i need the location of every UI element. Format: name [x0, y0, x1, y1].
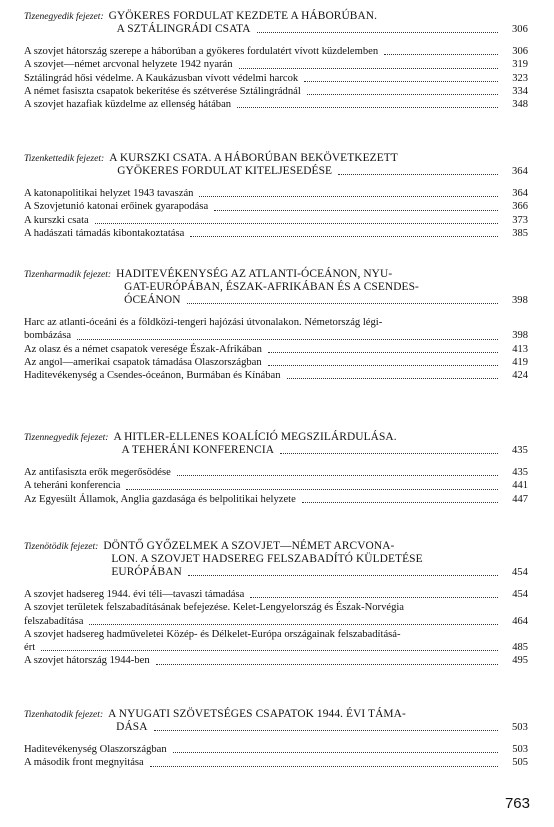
entry-line — [24, 493, 528, 506]
chapter-title-line — [111, 566, 528, 579]
chapter-title — [103, 540, 528, 579]
leader-dots — [250, 597, 498, 598]
entry-text: Az antifasiszta erők megerősödése — [24, 467, 171, 478]
entry-page: 413 — [512, 343, 528, 355]
entry-text: A szovjet területek felszabadításának befejezése. Kelet-Lengyelország és Észak-Norvégia — [24, 602, 405, 614]
entry-page: 435 — [512, 467, 528, 478]
chapter-page: 398 — [511, 295, 528, 306]
toc-entry — [24, 72, 528, 85]
entry-line — [24, 316, 528, 329]
chapter-title-line — [103, 540, 528, 553]
chapter-title-line — [111, 553, 528, 566]
leader-dots — [150, 766, 498, 767]
entry-line — [24, 466, 528, 479]
entry-text: ért — [24, 642, 36, 654]
entry-list — [24, 187, 528, 240]
chapter-title-line — [108, 708, 528, 721]
entry-page: 505 — [512, 757, 528, 769]
leader-dots — [177, 475, 498, 476]
toc-entry — [24, 601, 528, 628]
toc-entry — [24, 588, 528, 601]
entry-text: bombázása — [24, 330, 72, 342]
toc-entry — [24, 756, 528, 769]
entry-page: 364 — [512, 188, 528, 199]
entry-line — [24, 356, 528, 369]
entry-text: A szovjet hazafiak küzdelme az ellenség hátában — [24, 99, 232, 111]
entry-line — [24, 743, 528, 756]
entry-line — [24, 343, 528, 356]
entry-page: 385 — [512, 227, 528, 239]
entry-line — [24, 615, 528, 628]
toc-entry — [24, 316, 528, 343]
entry-text: A szovjet hadsereg 1944. évi téli—tavaszi támadása — [24, 589, 245, 600]
entry-text: A szovjet hátország 1944-ben — [24, 655, 150, 667]
chapter-heading — [24, 708, 528, 734]
entry-page: 464 — [512, 615, 528, 627]
entry-line — [24, 214, 528, 227]
chapter-title-line — [117, 165, 528, 178]
entry-text: A német fasiszta csapatok bekerítése és szétverése Sztálingrádnál — [24, 85, 301, 97]
leader-dots — [307, 94, 498, 95]
chapter-title-text: GYÖKERES FORDULAT KEZDETE A HÁBORÚBAN. — [108, 10, 378, 22]
entry-text: Az angol—amerikai csapatok támadása Olaszországban — [24, 356, 262, 368]
entry-page: 398 — [512, 330, 528, 342]
leader-dots — [268, 365, 498, 366]
leader-dots — [280, 453, 498, 454]
chapter-section — [24, 10, 528, 111]
toc-entry — [24, 356, 528, 369]
chapter-label: Tizennegyedik fejezet: — [24, 432, 109, 443]
entry-list — [24, 743, 528, 770]
entry-page: 306 — [512, 46, 528, 57]
toc-entry — [24, 45, 528, 58]
chapter-title-text: A NYUGATI SZÖVETSÉGES CSAPATOK 1944. ÉVI TÁMA- — [108, 708, 406, 720]
toc-entry — [24, 479, 528, 492]
entry-list — [24, 588, 528, 668]
entry-line — [24, 628, 528, 641]
entry-page: 323 — [512, 72, 528, 84]
leader-dots — [304, 81, 498, 82]
leader-dots — [257, 32, 498, 33]
entry-line — [24, 85, 528, 98]
chapter-heading — [24, 431, 528, 457]
entry-page: 485 — [512, 642, 528, 654]
entry-line — [24, 756, 528, 769]
entry-page: 319 — [512, 59, 528, 71]
chapter-title-line — [124, 294, 528, 307]
entry-page: 503 — [512, 744, 528, 755]
entry-page: 447 — [512, 493, 528, 505]
chapter-title-line — [113, 431, 528, 444]
leader-dots — [126, 489, 498, 490]
chapter-title-text: A TEHERÁNI KONFERENCIA — [121, 444, 275, 456]
entry-text: A teheráni konferencia — [24, 480, 121, 492]
chapter-page: 306 — [511, 24, 528, 35]
chapter-page: 454 — [511, 567, 528, 578]
leader-dots — [302, 502, 498, 503]
chapter-title-line — [116, 721, 528, 734]
entry-line — [24, 58, 528, 71]
entry-text: A katonapolitikai helyzet 1943 tavaszán — [24, 188, 194, 199]
chapter-title-text: GAT-EURÓPÁBAN, ÉSZAK-AFRIKÁBAN ÉS A CSENDES- — [124, 281, 419, 293]
chapter-title-text: A HITLER-ELLENES KOALÍCIÓ MEGSZILÁRDULÁSA. — [113, 431, 397, 443]
entry-list — [24, 45, 528, 111]
chapter-page: 364 — [511, 166, 528, 177]
leader-dots — [214, 210, 498, 211]
entry-line — [24, 479, 528, 492]
leader-dots — [190, 236, 498, 237]
entry-line — [24, 588, 528, 601]
entry-text: A kurszki csata — [24, 214, 89, 226]
entry-page: 366 — [512, 201, 528, 213]
entry-text: A hadászati támadás kibontakoztatása — [24, 227, 185, 239]
entry-text: Az Egyesült Államok, Anglia gazdasága és belpolitikai helyzete — [24, 493, 296, 505]
chapter-label: Tizenharmadik fejezet: — [24, 269, 112, 280]
chapter-title — [113, 431, 528, 457]
chapter-title-line — [124, 281, 528, 294]
chapter-title — [116, 268, 528, 307]
entry-line — [24, 227, 528, 240]
toc-entry — [24, 343, 528, 356]
chapter-title-text: DÖNTŐ GYŐZELMEK A SZOVJET—NÉMET ARCVONA- — [103, 540, 395, 552]
entry-text: Sztálingrád hősi védelme. A Kaukázusban vívott védelmi harcok — [24, 72, 299, 84]
leader-dots — [384, 54, 498, 55]
leader-dots — [239, 68, 498, 69]
entry-text: Haditevékenység Olaszországban — [24, 744, 167, 755]
leader-dots — [173, 752, 498, 753]
toc-entry — [24, 98, 528, 111]
toc-entry — [24, 628, 528, 655]
entry-page: 441 — [512, 480, 528, 492]
chapter-title-line — [117, 23, 528, 36]
leader-dots — [154, 730, 498, 731]
chapter-title-line — [116, 268, 528, 281]
chapter-title — [109, 10, 528, 36]
entry-text: A második front megnyitása — [24, 757, 144, 769]
toc-entry — [24, 654, 528, 667]
chapter-heading — [24, 152, 528, 178]
entry-list — [24, 466, 528, 506]
toc-entry — [24, 369, 528, 382]
chapter-heading — [24, 10, 528, 36]
chapter-label: Tizenhatodik fejezet: — [24, 709, 104, 720]
page-number: 763 — [504, 795, 530, 812]
entry-text: Haditevékenység a Csendes-óceánon, Burmában és Kínában — [24, 370, 281, 382]
toc-entry — [24, 187, 528, 200]
entry-line — [24, 641, 528, 654]
entry-page: 419 — [512, 356, 528, 368]
entry-text: A Szovjetunió katonai erőinek gyarapodása — [24, 201, 209, 213]
chapter-title-text: ÓCEÁNON — [124, 294, 181, 306]
chapter-section — [24, 152, 528, 240]
entry-line — [24, 45, 528, 58]
entry-line — [24, 72, 528, 85]
chapter-title-line — [109, 10, 528, 23]
chapter-heading — [24, 540, 528, 579]
entry-page: 495 — [512, 655, 528, 667]
chapter-page: 503 — [511, 722, 528, 733]
leader-dots — [89, 624, 498, 625]
entry-page: 334 — [512, 85, 528, 97]
leader-dots — [41, 650, 498, 651]
entry-text: felszabadítása — [24, 615, 84, 627]
leader-dots — [95, 223, 498, 224]
chapter-title — [109, 152, 528, 178]
chapter-title-text: A SZTÁLINGRÁDI CSATA — [116, 23, 251, 35]
entry-text: Az olasz és a német csapatok veresége Észak-Afrikában — [24, 343, 262, 355]
chapter-title-text: EURÓPÁBAN — [111, 566, 182, 578]
chapter-page: 435 — [511, 445, 528, 456]
chapter-title-text: LON. A SZOVJET HADSEREG FELSZABADÍTÓ KÜLDETÉSE — [111, 553, 423, 565]
chapter-title-text: A KURSZKI CSATA. A HÁBORÚBAN BEKÖVETKEZETT — [109, 152, 398, 164]
leader-dots — [188, 575, 498, 576]
chapter-section — [24, 540, 528, 668]
leader-dots — [237, 107, 498, 108]
entry-text: A szovjet—német arcvonal helyzete 1942 nyarán — [24, 59, 233, 71]
leader-dots — [156, 664, 498, 665]
chapter-title-line — [121, 444, 528, 457]
entry-line — [24, 369, 528, 382]
entry-line — [24, 187, 528, 200]
toc-entry — [24, 200, 528, 213]
entry-page: 373 — [512, 214, 528, 226]
chapter-title — [108, 708, 528, 734]
toc-entry — [24, 743, 528, 756]
leader-dots — [268, 352, 498, 353]
chapter-label: Tizenkettedik fejezet: — [24, 153, 105, 164]
leader-dots — [338, 174, 498, 175]
toc-entry — [24, 214, 528, 227]
entry-text: A szovjet hadsereg hadműveletei Közép- és Délkelet-Európa országainak felszabadításá- — [24, 628, 401, 640]
chapter-section — [24, 268, 528, 382]
entry-line — [24, 329, 528, 342]
entry-line — [24, 98, 528, 111]
entry-page: 348 — [512, 99, 528, 111]
entry-line — [24, 200, 528, 213]
entry-text: Harc az atlanti-óceáni és a földközi-tengeri hajózási útvonalakon. Németország légi- — [24, 317, 383, 328]
chapter-title-text: HADITEVÉKENYSÉG AZ ATLANTI-ÓCEÁNON, NYU- — [116, 268, 393, 280]
entry-list — [24, 316, 528, 382]
leader-dots — [77, 339, 498, 340]
toc-entry — [24, 466, 528, 479]
entry-page: 454 — [512, 589, 528, 600]
toc-entry — [24, 493, 528, 506]
chapter-section — [24, 708, 528, 770]
entry-line — [24, 601, 528, 614]
leader-dots — [199, 196, 498, 197]
leader-dots — [187, 303, 498, 304]
entry-page: 424 — [512, 370, 528, 382]
entry-line — [24, 654, 528, 667]
chapter-title-text: GYÖKERES FORDULAT KITELJESEDÉSE — [117, 165, 333, 177]
toc-entry — [24, 58, 528, 71]
entry-text: A szovjet hátország szerepe a háborúban a gyökeres fordulatért vívott küzdelemben — [24, 46, 379, 57]
chapter-heading — [24, 268, 528, 307]
leader-dots — [287, 378, 498, 379]
chapter-title-text: DÁSA — [116, 721, 148, 733]
toc-entry — [24, 227, 528, 240]
chapter-title-line — [109, 152, 528, 165]
toc-entry — [24, 85, 528, 98]
chapter-label: Tizenötödik fejezet: — [24, 541, 99, 552]
chapter-label: Tizenegyedik fejezet: — [24, 11, 104, 22]
chapter-section — [24, 431, 528, 506]
